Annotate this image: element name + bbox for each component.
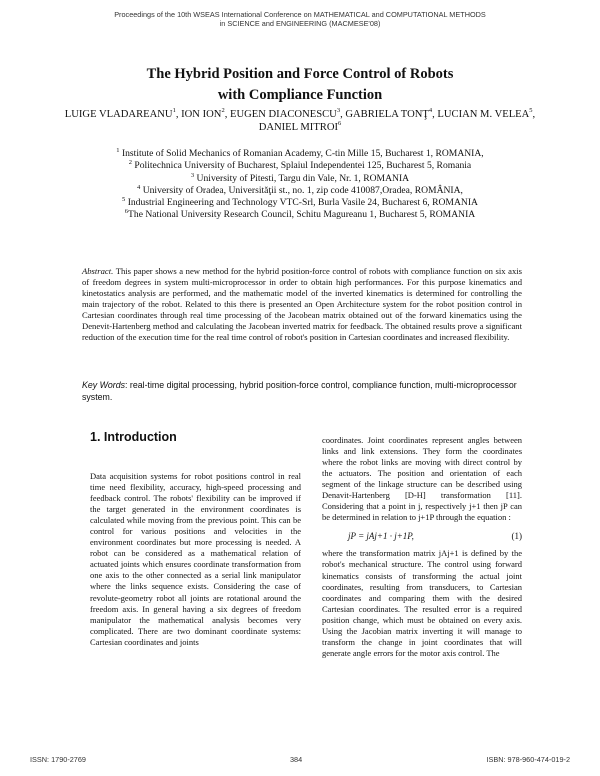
author-name: LUIGE VLADAREANU [64, 109, 173, 120]
affiliation-line: $^3$ University of Pitesti, Targu din Vale, Nr. 1, ROMANIA [190, 171, 410, 184]
title-line-1: The Hybrid Position and Force Control of Robots [146, 66, 454, 82]
author-name: , LUCIAN M. VELEA [432, 109, 530, 120]
body-column-right [322, 435, 522, 659]
body-paragraph: coordinates. Joint coordinates represent angles between links and link extensions. They form the coordinates where the robot links are moving with direct control by the actuators. The position and orientation of each segment of the linkage structure can be described using Denavit-Hartenberg [D-H] transformation [11]. Considering that a point in j, respectively j+1 then jP can be determined in relation to j+1P through the equation : [322, 435, 522, 523]
author-name: , DANIEL MITROI [258, 109, 536, 133]
affiliation-line: $^6$The National University Research Council, Schitu Magureanu 1, Bucharest 5, ROMANIA [124, 208, 476, 221]
affiliation-line: $^5$ Industrial Engineering and Technology VTC-Srl, Burla Vasile 24, Bucharest 6, ROMANIA [122, 196, 478, 209]
equation-number: (1) [511, 531, 522, 542]
abstract-label: Abstract. [82, 266, 114, 276]
abstract [82, 266, 522, 343]
header-line-1: Proceedings of the 10th WSEAS International Conference on MATHEMATICAL and COMPUTATIONAL METHODS [114, 10, 486, 19]
affiliation-list [70, 148, 530, 222]
body-paragraph: where the transformation matrix jAj+1 is defined by the robot's mechanical structure. The control using forward kinematics consists of transforming the actual joint coordinates, resulting from transducers, to Cartesian coordinates and comparing them with the desired Cartesian coordinates. The resulted error is a required position change, which must be obtained on every axis. Using the Jacobian matrix inverting it will manage to transform the change in joint coordinates that will generate angle errors for the motor axis control. The [322, 548, 522, 658]
page-number: 384 [290, 755, 303, 764]
author-name: , ION ION [175, 109, 222, 120]
page-footer [30, 755, 570, 765]
author-sup: 5 [529, 107, 533, 114]
body-column-left: Data acquisition systems for robot positions control in real time need flexibility, accuracy, high-speed processing and feedback control. The robots' flexibility can be improved if the target generated in the environment coordinates is calculated while moving from the previous point. This can be control for various positions and velocities in the environment coordinates but more processing is needed. A robot can be considered as a mathematical relation of actuated joints which ensures coordinate transformation from one axis to the other connected as a serial link manipulator where the links sequence exists. Considering the case of revolute-geometry robot all joints are rotational around the freedom axis. In general having a six degrees of freedom manipulator the mathematical analysis becomes very complicated. There are two dominant coordinate systems: Cartesian coordinates and joints [90, 471, 301, 647]
affiliation-line: $^1$ Institute of Solid Mechanics of Romanian Academy, C-tin Mille 15, Bucharest 1, ROMANIA, [116, 147, 484, 159]
author-list [60, 108, 540, 134]
affiliation-line: $^2$ Politechnica University of Bucharest, Splaiul Independentei 125, Bucharest 5, Romania [128, 159, 472, 172]
author-sup: 4 [428, 107, 433, 114]
keywords-label: Key Words [82, 380, 126, 390]
keywords-text: : real-time digital processing, hybrid position-force control, compliance function, multi-microprocessor system. [82, 380, 517, 402]
affiliation-line: $^4$ University of Oradea, Universităţii st., no. 1, zip code 410087,Oradea, ROMÂNIA, [137, 183, 463, 196]
footer-isbn: ISBN: 978-960-474-019-2 [486, 755, 570, 764]
footer-issn: ISSN: 1790-2769 [30, 755, 86, 764]
paper-title [40, 64, 560, 106]
keywords [82, 379, 522, 403]
header-line-2: in SCIENCE and ENGINEERING (MACMESE'08) [219, 19, 381, 28]
author-sup: 3 [336, 107, 341, 114]
author-sup: 6 [338, 120, 342, 127]
section-heading: 1. Introduction [90, 430, 177, 444]
equation-text: jP = jAj+1 · j+1P, [348, 531, 414, 542]
abstract-text: This paper shows a new method for the hybrid position-force control of robots with compliance function on six axis of freedom degrees in system multi-microprocessor in order to obtain high performances. For this purpose kinematics and kinetostatics analysis are performed, and the mathematic model of the inverted kinematics is determined for controlling the main trajectory of the robot. Related to this there is presented an Open Architecture system for the robot position control in Cartesian coordinates through real time processing of the Jacobean matrix obtained out of the forward kinematics using the Denevit-Hartenberg method and calculating the Jacobean inverted matrix for feedback. The obtained results prove a significant reduction of the execution time for the real time control of robot's position in Cartesian coordinates and increased flexibility. [82, 266, 522, 342]
author-sup: 2 [221, 107, 225, 114]
title-line-2: with Compliance Function [217, 87, 383, 103]
equation [348, 531, 522, 542]
author-name: , GABRIELA TONŢ [340, 109, 429, 120]
author-sup: 1 [172, 107, 176, 114]
running-header [30, 10, 570, 28]
author-name: , EUGEN DIACONESCU [224, 109, 337, 120]
